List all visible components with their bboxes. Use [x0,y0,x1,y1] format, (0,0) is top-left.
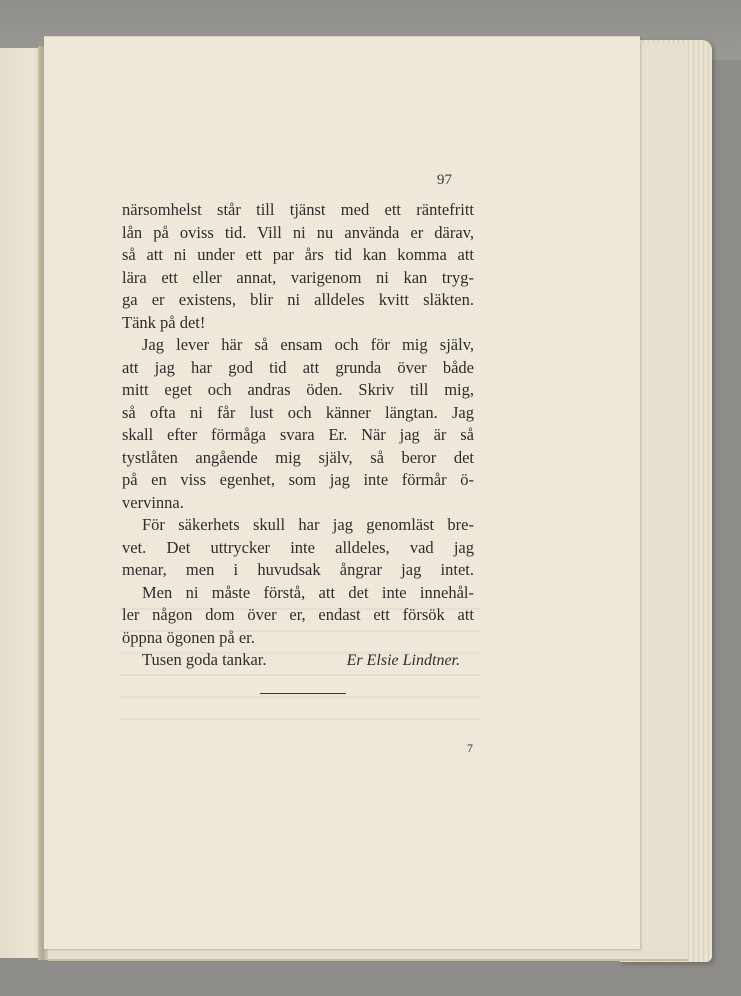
text-line: så ofta ni får lust och känner längtan. Jag [122,402,474,422]
letter-signature: Er Elsie Lindtner. [346,652,460,669]
section-rule [260,693,346,694]
text-line: Men ni måste förstå, att det inte innehål- [142,582,474,602]
text-line: För säkerhets skull har jag genomläst bre- [142,515,474,534]
text-line: närsomhelst står till tjänst med ett räntefritt [122,200,474,219]
text-line: vervinna. [122,492,184,512]
page-number: 97 [437,172,452,188]
text-line: på en viss egenhet, som jag inte förmår ö- [122,470,474,489]
text-line: att jag har god tid att grunda över både [122,357,474,377]
printer-signature-mark: 7 [467,741,473,755]
text-line: ler någon dom över er, endast ett försök att [122,605,474,624]
text-line: menar, men i huvudsak ångrar jag intet. [122,560,474,579]
text-line: Jag lever här så ensam och för mig själv, [142,335,474,354]
text-line: öppna ögonen på er. [122,627,255,647]
text-line: Tänk på det! [122,312,206,332]
text-line: ga er existens, blir ni alldeles kvitt släkten. [122,290,474,309]
text-line: lån på oviss tid. Vill ni nu använda er därav, [122,222,474,242]
text-line: skall efter förmåga svara Er. När jag är så [122,425,474,444]
text-line: lära ett eller annat, varigenom ni kan tryg- [122,267,474,287]
letter-text [122,199,474,672]
text-line: så att ni under ett par års tid kan komma att [122,245,474,264]
text-line: tystlåten angående mig själv, så beror det [122,447,474,467]
text-line: mitt eget och andras öden. Skriv till mig, [122,380,474,399]
text-line: Tusen goda tankar. [142,650,267,669]
text-line: vet. Det uttrycker inte alldeles, vad jag [122,537,474,557]
